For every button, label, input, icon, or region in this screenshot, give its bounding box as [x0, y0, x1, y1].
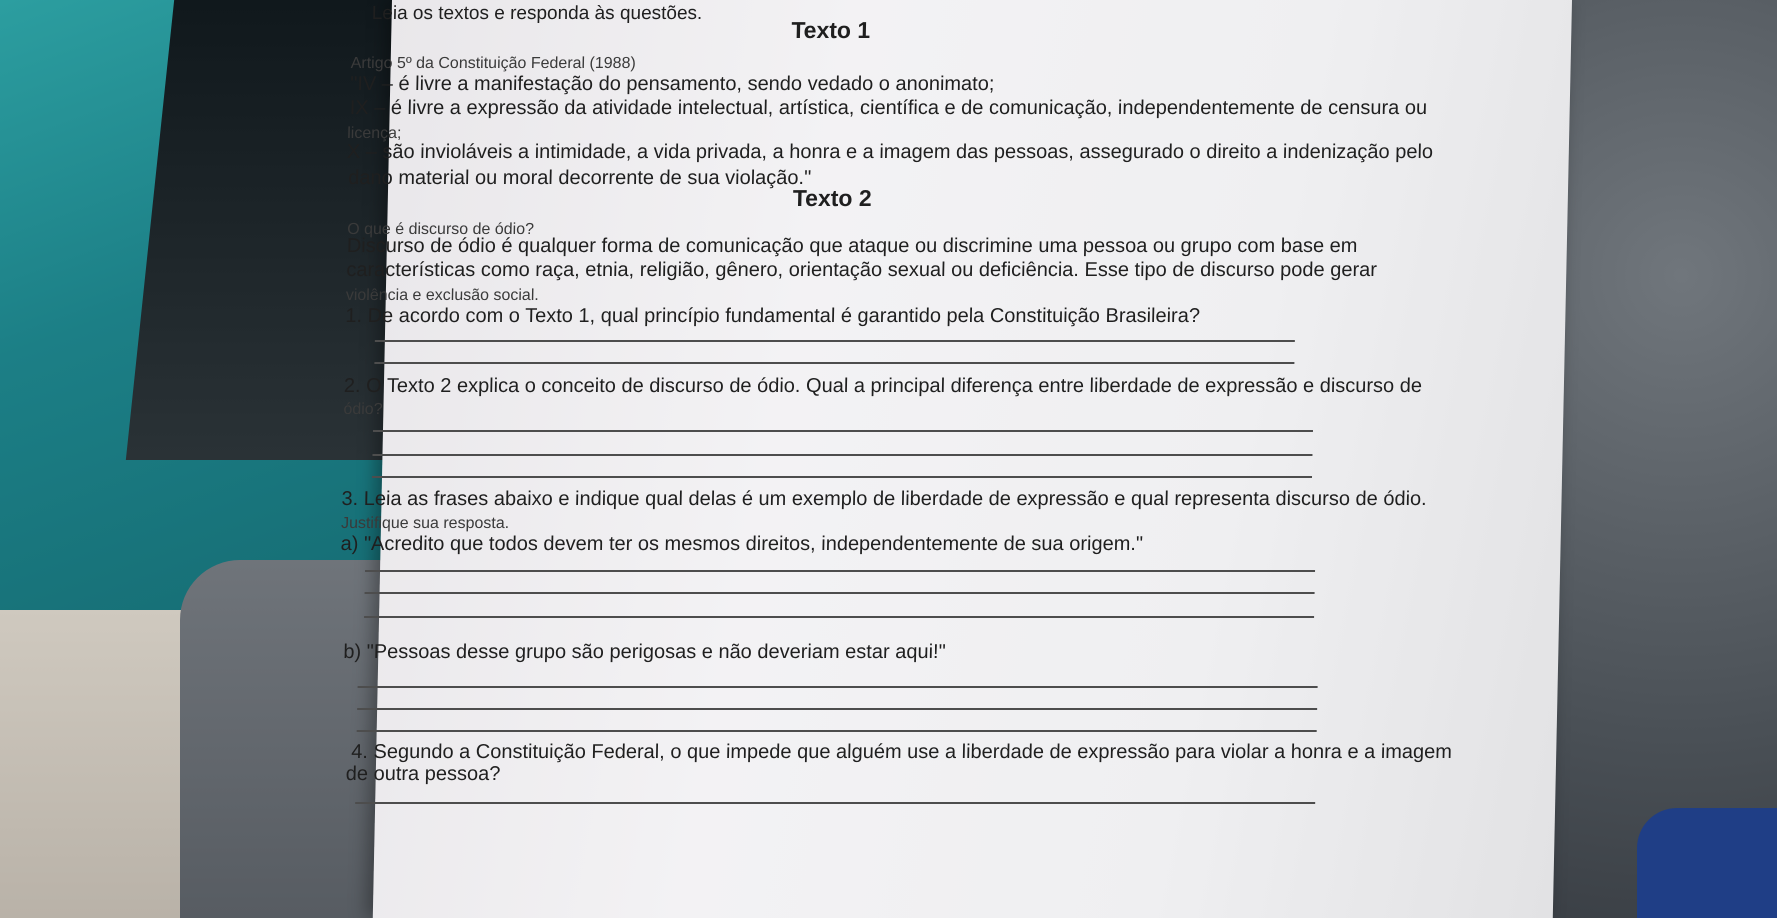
texto1-source: Artigo 5º da Constituição Federal (1988)	[350, 55, 636, 72]
answer-line[interactable]	[375, 340, 1295, 342]
answer-line[interactable]	[365, 592, 1315, 594]
texto1-line-x-a: X – são invioláveis a intimidade, a vida privada, a honra e a imagem das pessoas, assegurado o direito a indenização pelo	[346, 141, 1434, 163]
instruction-text: Leia os textos e responda às questões.	[371, 3, 703, 24]
question-4-line-1: 4. Segundo a Constituição Federal, o que impede que alguém use a liberdade de expressão para violar a honra e a imagem	[351, 741, 1453, 763]
texto1-line-iv: "IV – é livre a manifestação do pensamento, sendo vedado o anonimato;	[350, 73, 995, 95]
question-3-item-a: a) "Acredito que todos devem ter os mesmos direitos, independentemente de sua origem."	[340, 533, 1144, 555]
answer-line[interactable]	[358, 686, 1318, 688]
question-4-line-2: de outra pessoa?	[345, 763, 501, 785]
answer-line[interactable]	[357, 730, 1317, 732]
texto1-line-ix-b: licença;	[347, 125, 402, 142]
question-3-line-2: Justifique sua resposta.	[340, 515, 510, 532]
answer-line[interactable]	[364, 616, 1314, 618]
background-right-fabric	[1537, 0, 1777, 918]
texto2-body-line-1: Discurso de ódio é qualquer forma de comunicação que ataque ou discrimine uma pessoa ou grupo com base em	[346, 235, 1358, 257]
question-2-line-2: ódio?	[343, 401, 383, 418]
question-2-line-1: 2. O Texto 2 explica o conceito de discurso de ódio. Qual a principal diferença entre liberdade de expressão e discurso de	[343, 375, 1423, 397]
texto2-question: O que é discurso de ódio?	[347, 221, 535, 238]
question-1: 1. De acordo com o Texto 1, qual princípio fundamental é garantido pela Constituição Brasileira?	[345, 305, 1201, 327]
texto1-line-x-b: dano material ou moral decorrente de sua violação."	[348, 167, 812, 189]
answer-line[interactable]	[365, 570, 1315, 572]
answer-line[interactable]	[372, 476, 1312, 478]
texto2-title: Texto 2	[792, 185, 872, 211]
worksheet-paper	[340, 0, 1572, 918]
answer-line[interactable]	[374, 362, 1294, 364]
question-3-item-b: b) "Pessoas desse grupo são perigosas e não deveriam estar aqui!"	[343, 641, 946, 663]
texto2-body-line-2: características como raça, etnia, religião, gênero, orientação sexual ou deficiência. Esse tipo de discurso pode gerar	[346, 259, 1378, 281]
answer-line[interactable]	[355, 802, 1315, 804]
texto1-title: Texto 1	[791, 17, 871, 43]
answer-line[interactable]	[372, 454, 1312, 456]
answer-line[interactable]	[357, 708, 1317, 710]
texto2-body-line-3: violência e exclusão social.	[345, 287, 539, 304]
texto1-line-ix-a: IX – é livre a expressão da atividade intelectual, artística, científica e de comunicação, independentemente de censura ou	[349, 97, 1428, 119]
question-3-line-1: 3. Leia as frases abaixo e indique qual delas é um exemplo de liberdade de expressão e qual representa discurso de ódio.	[341, 488, 1427, 510]
answer-line[interactable]	[373, 430, 1313, 432]
background-blue-object	[1637, 808, 1777, 918]
